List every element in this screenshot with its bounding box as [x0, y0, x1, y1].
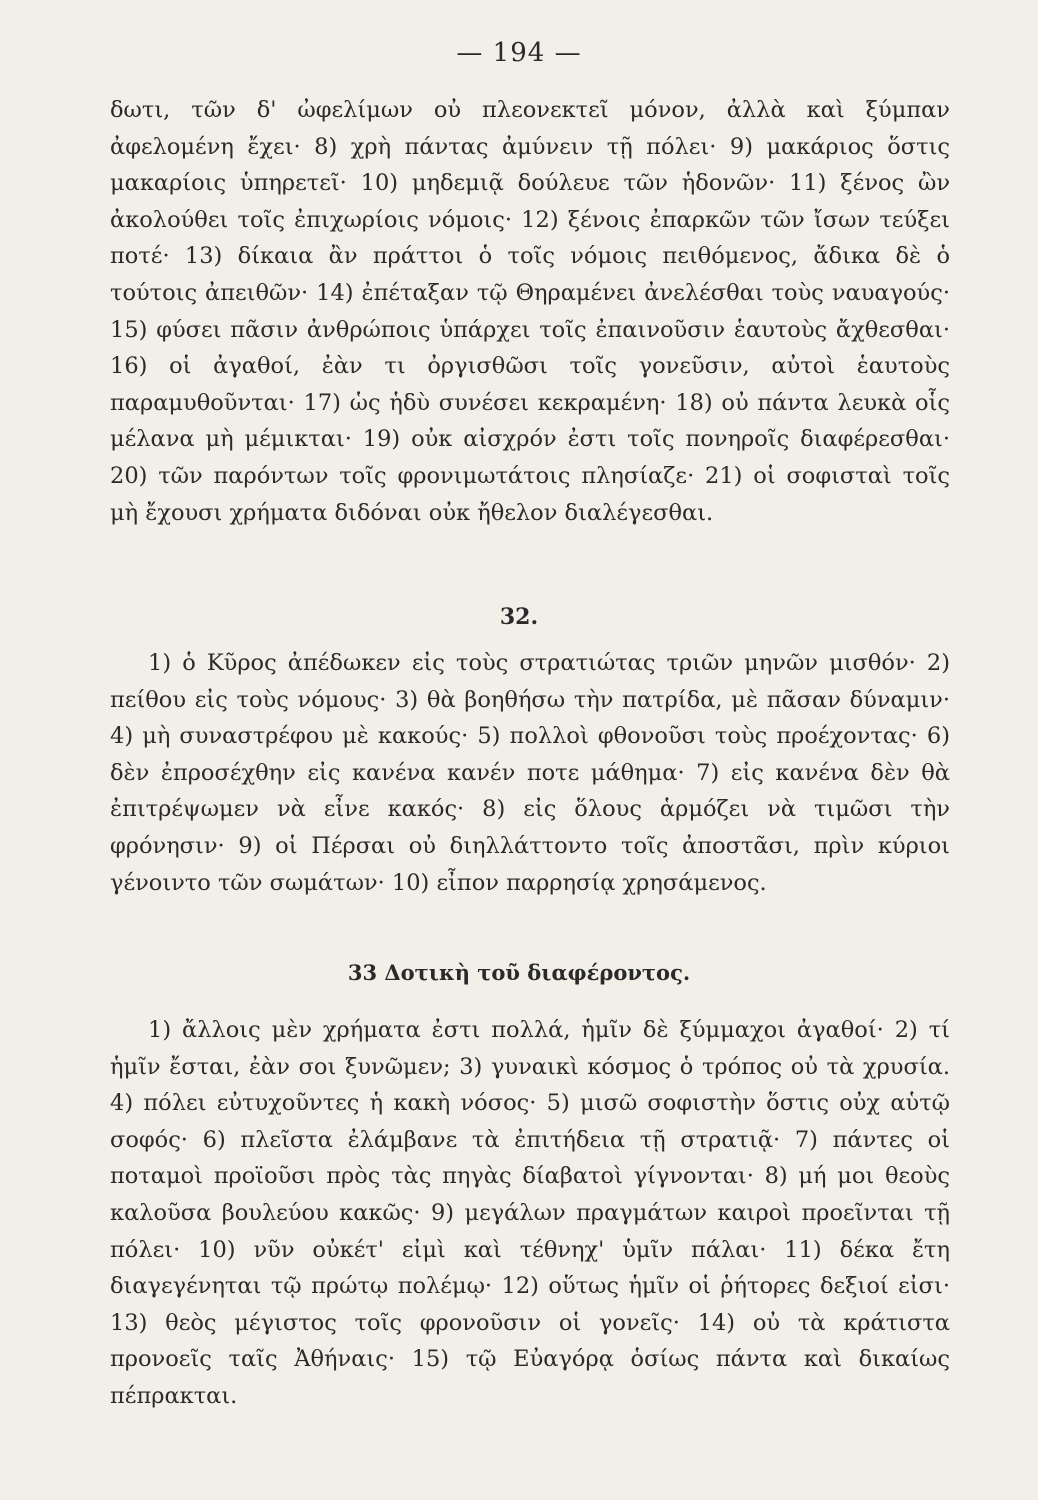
- page-number: — 194 —: [456, 38, 582, 68]
- paragraph-section-33: [110, 1012, 950, 1415]
- paragraph-exercises-continued: δωτι, τῶν δ' ὠφελίμων οὐ πλεονεκτεῖ μόνον, ἀλλὰ καὶ ξύμπαν ἀφελομένη ἔχει· 8) χρὴ πάντας ἀμύνειν τῇ πόλει· 9) μακάριος ὅστις μακαρίοις ὑπηρετεῖ· 10) μηδεμιᾷ δούλευε τῶν ἡδονῶν· 11) ξένος ὢν ἀκολούθει τοῖς ἐπιχωρίοις νόμοις· 12) ξένοις ἐπαρκῶν τῶν ἴσων τεύξει ποτέ· 13) δίκαια ἂν πράττοι ὁ τοῖς νόμοις πειθόμενος, ἄδικα δὲ ὁ τούτοις ἀπειθῶν· 14) ἐπέταξαν τῷ Θηραμένει ἀνελέσθαι τοὺς ναυαγούς· 15) φύσει πᾶσιν ἀνθρώποις ὑπάρχει τοῖς ἐπαινοῦσιν ἑαυτοὺς ἄχθεσθαι· 16) οἱ ἀγαθοί, ἐὰν τι ὀργισθῶσι τοῖς γονεῦσιν, αὐτοὶ ἑαυτοὺς παραμυθοῦνται· 17) ὡς ἡδὺ συνέσει κεκραμένη· 18) οὐ πάντα λευκὰ οἷς μέλανα μὴ μέμικται· 19) οὐκ αἰσχρόν ἐστι τοῖς πονηροῖς διαφέρεσθαι· 20) τῶν παρόντων τοῖς φρονιμωτάτοις πλησίαζε· 21) οἱ σοφισταὶ τοῖς μὴ ἔχουσι χρήματα διδόναι οὐκ ἤθελον διαλέγεσθαι.: [110, 97, 950, 526]
- section-heading-33: 33 Δοτικὴ τοῦ διαφέροντος.: [347, 960, 691, 985]
- section-heading-32: 32.: [499, 604, 539, 630]
- paragraph-section-32: [110, 645, 950, 901]
- section-33-text: 1) ἄλλοις μὲν χρήματα ἐστι πολλά, ἡμῖν δὲ ξύμμαχοι ἀγαθοί· 2) τί ἡμῖν ἔσται, ἐὰν σοι ξυνῶμεν; 3) γυναικὶ κόσμος ὁ τρόπος οὐ τὰ χρυσία. 4) πόλει εὐτυχοῦντες ἡ κακὴ νόσος· 5) μισῶ σοφιστὴν ὅστις οὐχ αὑτῷ σοφός· 6) πλεῖστα ἐλάμβανε τὰ ἐπιτήδεια τῇ στρατιᾷ· 7) πάντες οἱ ποταμοὶ προϊοῦσι πρὸς τὰς πηγὰς δίαβατοὶ γίγνονται· 8) μή μοι θεοὺς καλοῦσα βουλεύου κακῶς· 9) μεγάλων πραγμάτων καιροὶ προεῖνται τῇ πόλει· 10) νῦν οὐκέτ' εἰμὶ καὶ τέθνηχ' ὑμῖν πάλαι· 11) δέκα ἔτη διαγεγένηται τῷ πρώτῳ πολέμῳ· 12) οὕτως ἡμῖν οἱ ῥήτορες δεξιοί εἰσι· 13) θεὸς μέγιστος τοῖς φρονοῦσιν οἱ γονεῖς· 14) οὐ τὰ κράτιστα προνοεῖς ταῖς Ἀθήναις· 15) τῷ Εὐαγόρᾳ ὁσίως πάντα καὶ δικαίως πέπρακται.: [110, 1017, 950, 1409]
- section-32-text: 1) ὁ Κῦρος ἀπέδωκεν εἰς τοὺς στρατιώτας τριῶν μηνῶν μισθόν· 2) πείθου εἰς τοὺς νόμους· 3) θὰ βοηθήσω τὴν πατρίδα, μὲ πᾶσαν δύναμιν· 4) μὴ συναστρέφου μὲ κακούς· 5) πολλοὶ φθονοῦσι τοὺς προέχοντας· 6) δὲν ἐπροσέχθην εἰς κανένα κανέν ποτε μάθημα· 7) εἰς κανένα δὲν θὰ ἐπιτρέψωμεν νὰ εἶνε κακός· 8) εἰς ὅλους ἁρμόζει νὰ τιμῶσι τὴν φρόνησιν· 9) οἱ Πέρσαι οὐ διηλλάττοντο τοῖς ἀποστᾶσι, πρὶν κύριοι γένοιντο τῶν σωμάτων· 10) εἶπον παρρησίᾳ χρησάμενος.: [110, 650, 950, 896]
